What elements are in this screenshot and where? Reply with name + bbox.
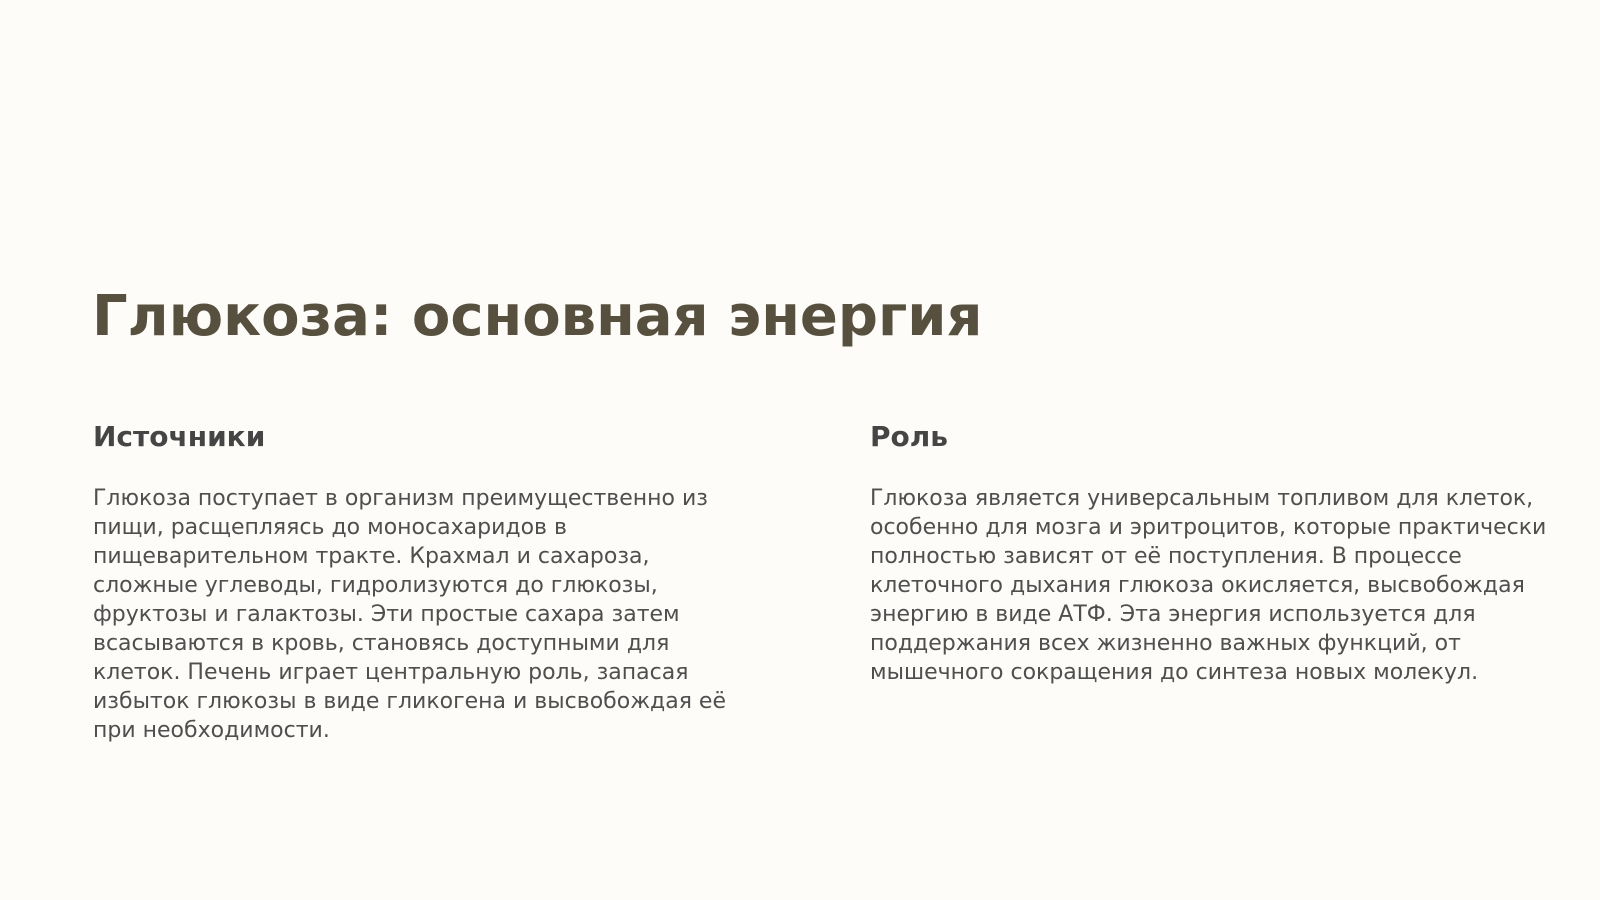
role-column	[870, 420, 1550, 687]
role-heading: Роль	[870, 420, 948, 453]
sources-text: Глюкоза поступает в организм преимущественно из пищи, расщепляясь до моносахаридов в пищеварительном тракте. Крахмал и сахароза, сложные углеводы, гидролизуются до глюкозы, фруктозы и галактозы. Эти простые сахара затем всасываются в кровь, становясь доступными для клеток. Печень играет центральную роль, запасая избыток глюкозы в виде гликогена и высвобождая её при необходимости.	[93, 485, 727, 743]
role-text: Глюкоза является универсальным топливом для клеток, особенно для мозга и эритроцитов, которые практически полностью зависят от её поступления. В процессе клеточного дыхания глюкоза окисляется, высвобождая энергию в виде АТФ. Эта энергия используется для поддержания всех жизненно важных функций, от мышечного сокращения до синтеза новых молекул.	[870, 485, 1547, 685]
sources-column	[93, 420, 748, 745]
slide-title: Глюкоза: основная энергия	[92, 284, 983, 349]
sources-heading: Источники	[93, 420, 266, 453]
